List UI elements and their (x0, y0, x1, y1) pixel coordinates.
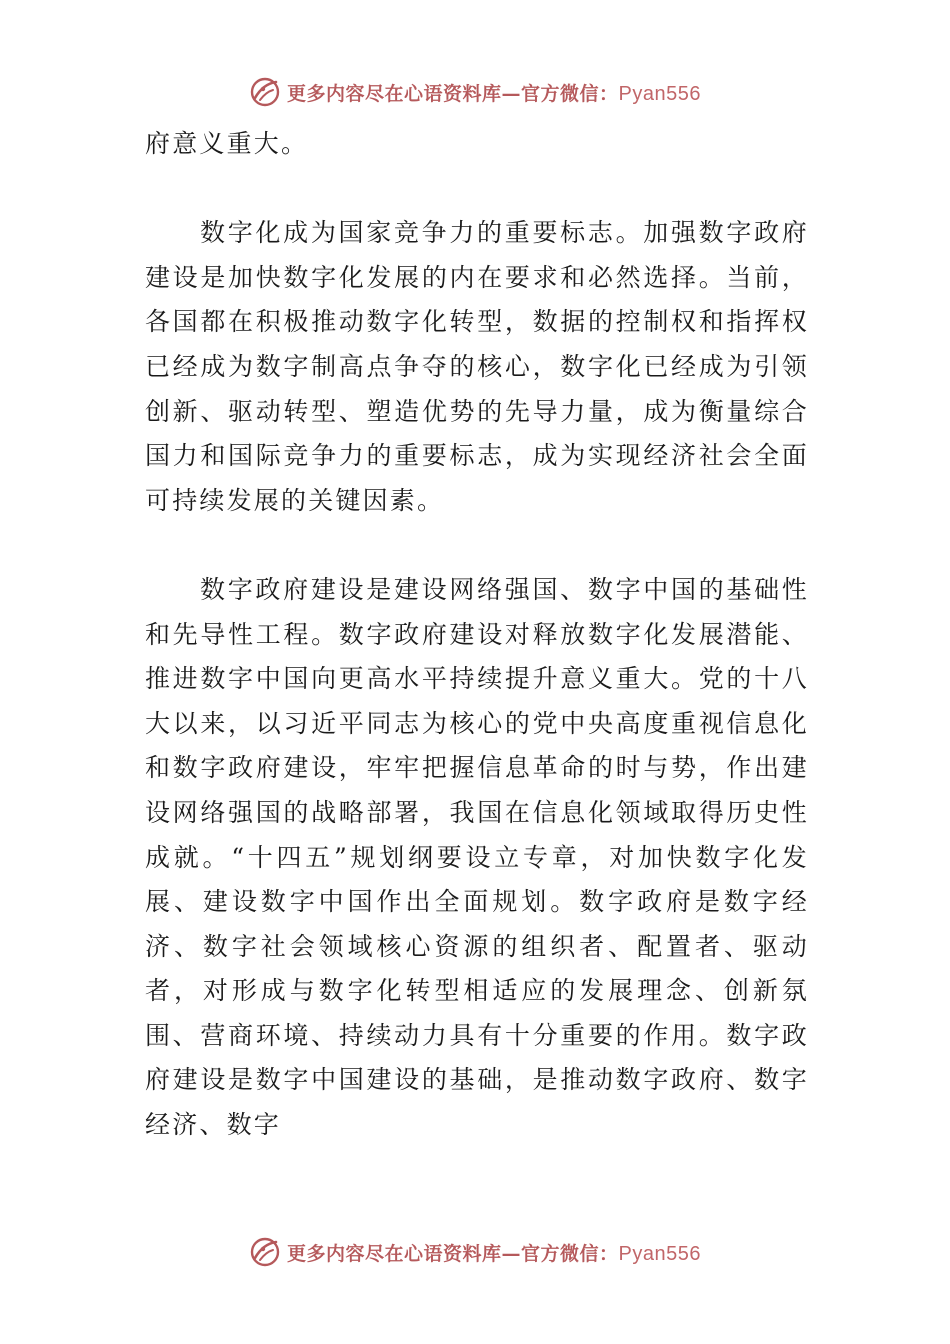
watermark-text (287, 1239, 701, 1266)
paragraph-2: 数字化成为国家竞争力的重要标志。加强数字政府建设是加快数字化发展的内在要求和必然选择。当前，各国都在积极推动数字化转型，数据的控制权和指挥权已经成为数字制高点争夺的核心，数字化已经成为引领创新、驱动转型、塑造优势的先导力量，成为衡量综合国力和国际竞争力的重要标志，成为实现经济社会全面可持续发展的关键因素。 (145, 218, 809, 515)
paragraph-1: 府意义重大。 (145, 129, 309, 158)
library-logo-icon (249, 76, 281, 108)
footer-watermark (0, 1232, 950, 1272)
paragraph-gap (145, 167, 809, 212)
header-watermark (0, 72, 950, 112)
watermark-wechat-id: Pyan556 (618, 1242, 701, 1265)
watermark-cn: 更多内容尽在心语资料库—官方微信： (287, 1242, 619, 1265)
document-body (145, 122, 809, 1148)
watermark-wechat-id: Pyan556 (618, 82, 701, 105)
watermark-text (287, 79, 701, 106)
paragraph-gap (145, 523, 809, 568)
paragraph-3: 数字政府建设是建设网络强国、数字中国的基础性和先导性工程。数字政府建设对释放数字化发展潜能、推进数字中国向更高水平持续提升意义重大。党的十八大以来，以习近平同志为核心的党中央高度重视信息化和数字政府建设，牢牢把握信息革命的时与势，作出建设网络强国的战略部署，我国在信息化领域取得历史性成就。“十四五”规划纲要设立专章，对加快数字化发展、建设数字中国作出全面规划。数字政府是数字经济、数字社会领域核心资源的组织者、配置者、驱动者，对形成与数字化转型相适应的发展理念、创新氛围、营商环境、持续动力具有十分重要的作用。数字政府建设是数字中国建设的基础，是推动数字政府、数字经济、数字 (145, 574, 809, 1140)
watermark-cn: 更多内容尽在心语资料库—官方微信： (287, 82, 619, 105)
library-logo-icon (249, 1236, 281, 1268)
